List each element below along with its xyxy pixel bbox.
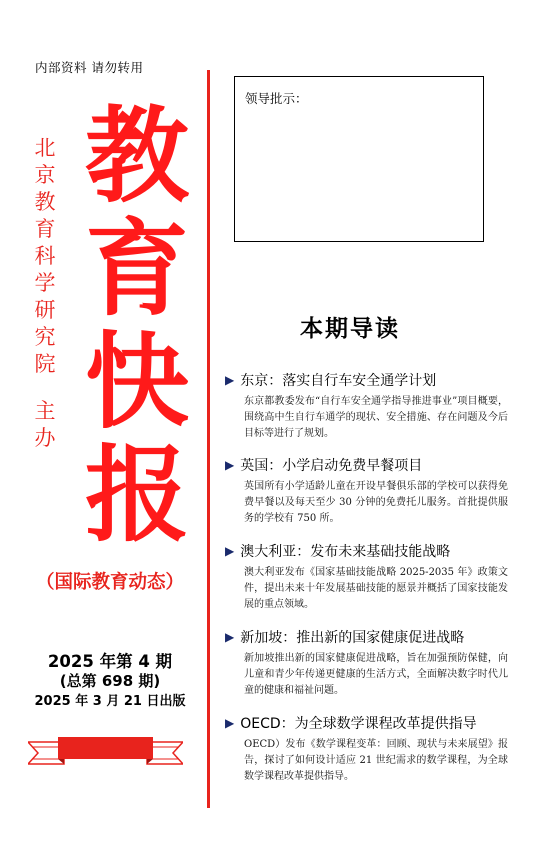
- digest-heading: 本期导读: [300, 315, 400, 342]
- vertical-divider: [207, 70, 210, 808]
- publisher-role: 主办: [34, 399, 56, 450]
- triangle-bullet-icon: ▶: [225, 458, 235, 472]
- triangle-bullet-icon: ▶: [225, 716, 235, 730]
- triangle-bullet-icon: ▶: [225, 630, 235, 644]
- digest-entry-summary: 英国所有小学适龄儿童在开设早餐俱乐部的学校可以获得免费早餐以及每天至少 30 分钟的免费托儿服务。首批提供服务的学校有 750 所。: [244, 481, 508, 524]
- digest-entry: [225, 627, 510, 699]
- journal-subtitle: （国际教育动态）: [35, 572, 184, 593]
- publisher-name: 北京教育科学研究院: [34, 136, 56, 376]
- digest-entry-summary: OECD）发布《数学课程变革：回顾、现状与未来展望》报告，探讨了如何设计适应 21 世纪需求的数学课程，为全球数学课程改革提供指导。: [244, 739, 508, 782]
- digest-entry: [225, 455, 510, 527]
- issue-date: 2025 年 3 月 21 日出版: [34, 694, 186, 709]
- publisher-vertical: [28, 135, 62, 452]
- digest-entry: [225, 713, 510, 785]
- digest-entry-summary: 东京都教委发布“自行车安全通学指导推进事业”项目概要，围绕高中生自行车通学的现状、安全措施、存在问题及今后目标等进行了规划。: [244, 396, 508, 439]
- digest-entry-title: 新加坡：推出新的国家健康促进战略: [240, 630, 465, 646]
- issue-total-number: (总第 698 期): [59, 672, 161, 690]
- digest-entry-title: 英国：小学启动免费早餐项目: [240, 458, 423, 474]
- digest-entry-title: OECD：为全球数学课程改革提供指导: [240, 716, 477, 732]
- ribbon-banner-icon: [28, 734, 183, 770]
- internal-use-note: 内部资料 请勿转用: [35, 60, 144, 75]
- triangle-bullet-icon: ▶: [225, 544, 235, 558]
- digest-entry-title: 澳大利亚：发布未来基础技能战略: [240, 544, 451, 560]
- issue-number: 2025 年第 4 期: [47, 652, 173, 671]
- digest-entry: [225, 370, 510, 442]
- digest-entry-summary: 新加坡推出新的国家健康促进战略，旨在加强预防保健，向儿童和青少年传递更健康的生活方式，全面解决数字时代儿童的健康和福祉问题。: [244, 653, 508, 696]
- leader-comment-label: 领导批示：: [245, 91, 308, 106]
- journal-title: 教育快报: [84, 95, 189, 556]
- digest-entry-title: 东京：落实自行车安全通学计划: [240, 373, 437, 389]
- triangle-bullet-icon: ▶: [225, 373, 235, 387]
- digest-entry-summary: 澳大利亚发布《国家基础技能战略 2025-2035 年》政策文件，提出未来十年发展基础技能的愿景并概括了国家技能发展的重点领域。: [244, 567, 508, 610]
- digest-entry: [225, 541, 510, 613]
- leader-comment-box: [234, 76, 484, 242]
